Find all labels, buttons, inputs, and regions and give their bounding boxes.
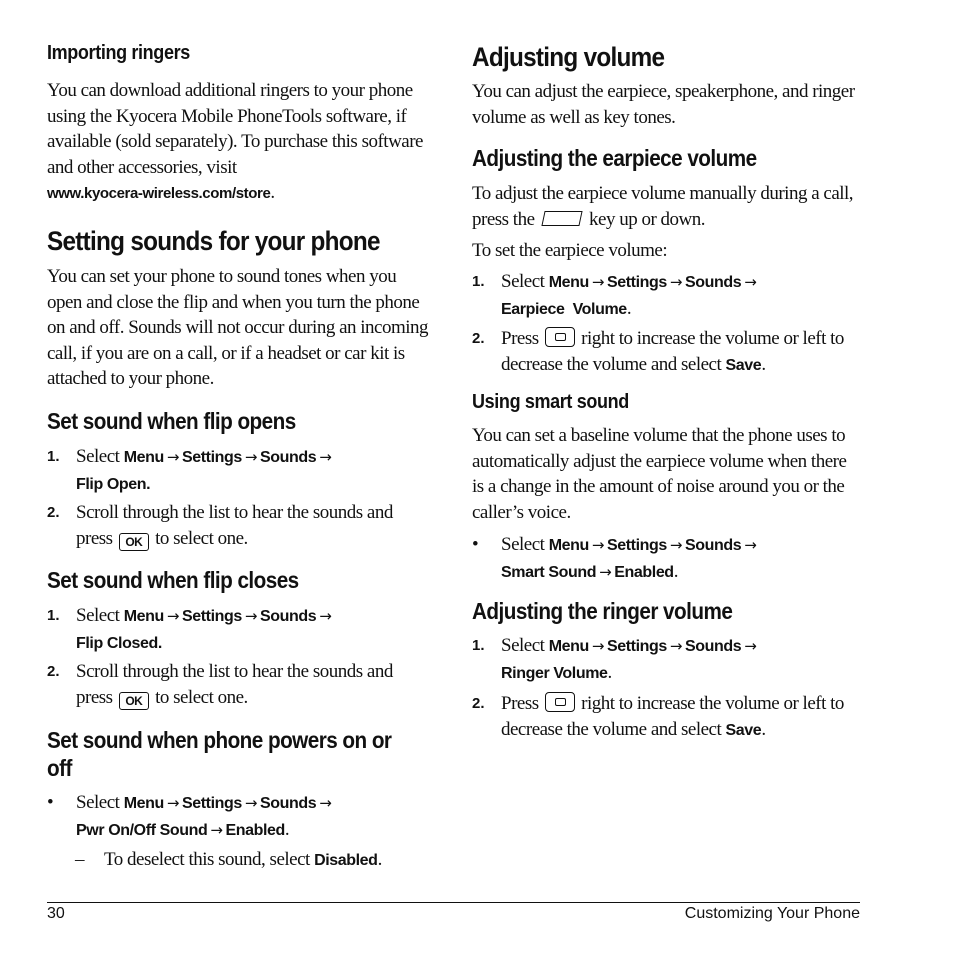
flip-closes-heading: Set sound when flip closes	[47, 567, 299, 593]
flip-closes-step-1: 1. Select Menu → Settings → Sounds → Flip Closed.	[47, 603, 432, 656]
sounds-label: Sounds	[259, 795, 317, 812]
menu-label: Menu	[548, 638, 589, 655]
power-substep: – To deselect this sound, select Disabled.	[75, 847, 460, 874]
enabled-label: Enabled	[614, 563, 674, 581]
ringer-volume-label: Ringer Volume	[501, 664, 608, 682]
arrow-icon: →	[244, 794, 257, 812]
power-heading-line2: off	[47, 755, 72, 781]
arrow-icon: →	[166, 448, 179, 466]
menu-label: Menu	[123, 608, 164, 625]
ringer-step-2: 2. Press right to increase the volume or left to decrease the volume and select Save.	[472, 693, 844, 740]
footer-rule	[47, 902, 860, 903]
ok-key-icon: OK	[119, 533, 149, 551]
sounds-label: Sounds	[684, 274, 742, 291]
arrow-icon: →	[744, 273, 757, 291]
navigation-key-icon	[545, 327, 575, 347]
footer-section-title: Customizing Your Phone	[684, 905, 860, 922]
settings-label: Settings	[181, 795, 242, 812]
adjusting-volume-text: You can adjust the earpiece, speakerphone, and ringer volume as well as key tones.	[472, 81, 855, 128]
save-label: Save	[725, 356, 762, 374]
dash-icon: –	[75, 849, 85, 870]
smart-sound-label: Smart Sound	[501, 563, 597, 581]
earpiece-step-1: 1. Select Menu → Settings → Sounds → Earpiece Volume.	[472, 269, 862, 322]
enabled-label: Enabled	[225, 821, 285, 839]
menu-label: Menu	[548, 274, 589, 291]
arrow-icon: →	[166, 607, 179, 625]
settings-label: Settings	[606, 638, 667, 655]
arrow-icon: →	[319, 448, 332, 466]
importing-ringers-text: You can download additional ringers to your phone using the Kyocera Mobile PhoneTools software, if available (sold separately). To purchase this software and other accessories, visit www.kyocera-wireless.com/store.	[47, 80, 423, 204]
arrow-icon: →	[319, 607, 332, 625]
sounds-label: Sounds	[259, 608, 317, 625]
save-label: Save	[725, 721, 762, 739]
disabled-label: Disabled	[314, 852, 378, 869]
arrow-icon: →	[244, 607, 257, 625]
smart-sound-step: • Select Menu → Settings → Sounds → Smart Sound → Enabled.	[472, 532, 862, 585]
menu-label: Menu	[123, 449, 164, 466]
arrow-icon: →	[319, 794, 332, 812]
flip-open-label: Flip Open.	[76, 475, 151, 493]
side-volume-key-icon	[541, 211, 582, 226]
setting-sounds-text: You can set your phone to sound tones when you open and close the flip and when you turn the phone on and off. Sounds will not occur during an incoming call, if you are on a call, or if a headset or car kit is attached to your phone.	[47, 266, 429, 390]
arrow-icon: →	[669, 637, 682, 655]
store-link[interactable]: www.kyocera-wireless.com/store	[47, 185, 271, 203]
ringer-heading: Adjusting the ringer volume	[472, 598, 733, 624]
earpiece-to-set: To set the earpiece volume:	[472, 240, 668, 261]
page-number: 30	[47, 905, 65, 922]
navigation-key-icon	[545, 692, 575, 712]
arrow-icon: →	[244, 448, 257, 466]
bullet-icon: •	[47, 792, 54, 813]
menu-label: Menu	[123, 795, 164, 812]
menu-label: Menu	[548, 537, 589, 554]
flip-opens-step-1: 1. Select Menu → Settings → Sounds → Flip Open.	[47, 444, 432, 497]
earpiece-heading: Adjusting the earpiece volume	[472, 145, 757, 171]
earpiece-volume-label: Earpiece Volume	[501, 300, 627, 318]
ringer-step-1: 1. Select Menu → Settings → Sounds → Ringer Volume.	[472, 633, 862, 686]
setting-sounds-heading: Setting sounds for your phone	[47, 226, 380, 256]
sounds-label: Sounds	[259, 449, 317, 466]
arrow-icon: →	[591, 273, 604, 291]
smart-sound-heading: Using smart sound	[472, 391, 629, 413]
flip-opens-step-2: 2. Scroll through the list to hear the sounds and press OK to select one.	[47, 502, 393, 549]
power-heading-line1: Set sound when phone powers on or	[47, 727, 392, 753]
smart-sound-text: You can set a baseline volume that the phone uses to automatically adjust the earpiece volume when there is a change in the amount of noise around you or the caller’s voice.	[472, 425, 847, 523]
arrow-icon: →	[744, 637, 757, 655]
arrow-icon: →	[669, 536, 682, 554]
settings-label: Settings	[606, 274, 667, 291]
power-step: • Select Menu → Settings → Sounds → Pwr On/Off Sound → Enabled.	[47, 790, 432, 843]
flip-closes-step-2: 2. Scroll through the list to hear the sounds and press OK to select one.	[47, 661, 393, 708]
arrow-icon: →	[591, 637, 604, 655]
arrow-icon: →	[744, 536, 757, 554]
settings-label: Settings	[606, 537, 667, 554]
arrow-icon: →	[210, 820, 223, 839]
flip-closed-label: Flip Closed.	[76, 634, 162, 652]
arrow-icon: →	[669, 273, 682, 291]
sounds-label: Sounds	[684, 638, 742, 655]
sounds-label: Sounds	[684, 537, 742, 554]
pwr-onoff-sound-label: Pwr On/Off Sound	[76, 821, 208, 839]
settings-label: Settings	[181, 608, 242, 625]
ok-key-icon: OK	[119, 692, 149, 710]
arrow-icon: →	[166, 794, 179, 812]
earpiece-text: To adjust the earpiece volume manually during a call, press the key up or down.	[472, 183, 854, 230]
arrow-icon: →	[591, 536, 604, 554]
settings-label: Settings	[181, 449, 242, 466]
earpiece-step-2: 2. Press right to increase the volume or left to decrease the volume and select Save.	[472, 328, 844, 375]
bullet-icon: •	[472, 534, 479, 555]
arrow-icon: →	[599, 562, 612, 581]
flip-opens-heading: Set sound when flip opens	[47, 408, 296, 434]
adjusting-volume-heading: Adjusting volume	[472, 42, 665, 72]
importing-ringers-heading: Importing ringers	[47, 42, 190, 64]
